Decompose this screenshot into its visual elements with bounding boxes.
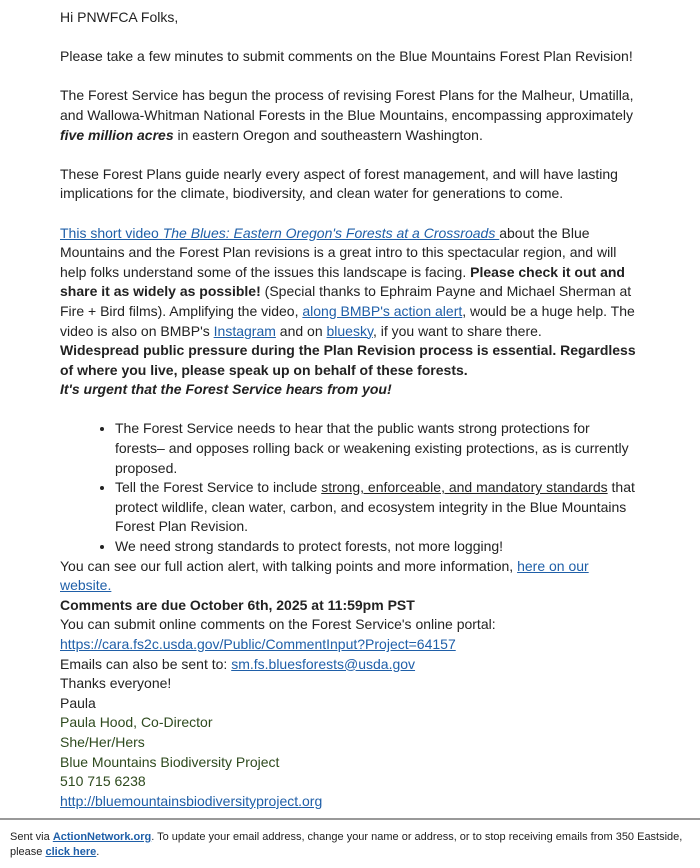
due-date: Comments are due October 6th, 2025 at 11:59pm PST: [60, 596, 415, 613]
text: . To update your email address, change your name or address, or to stop receiving emails from 350 Eastside, please: [10, 831, 683, 858]
signature-org: Blue Mountains Biodiversity Project: [60, 753, 280, 770]
forest-plans-paragraph: These Forest Plans guide nearly every aspect of forest management, and will have lasting implications for the climate, biodiversity, and clean water for generations to come.: [60, 165, 618, 202]
text: You can see our full action alert, with talking points and more information,: [60, 557, 518, 574]
email-body: [60, 8, 642, 811]
instagram-link[interactable]: Instagram: [213, 322, 276, 339]
text: .: [96, 846, 100, 858]
org-website-link[interactable]: http://bluemountainsbiodiversityproject.org: [60, 792, 323, 809]
video-title: The Blues: Eastern Oregon's Forests at a Crossroads: [162, 224, 500, 241]
intro-paragraph: Please take a few minutes to submit comments on the Blue Mountains Forest Plan Revision!: [60, 48, 633, 65]
text: in eastern Oregon and southeastern Washington.: [173, 126, 483, 143]
signature-phone: 510 715 6238: [60, 773, 146, 790]
thanks: Thanks everyone!: [60, 675, 172, 692]
bluesky-link[interactable]: bluesky: [326, 322, 373, 339]
text: (Special thanks to Ephraim Payne and Michael Sherman at Fire + Bird films). Amplifying the video,: [60, 283, 632, 319]
video-paragraph: [60, 224, 642, 400]
portal-link[interactable]: https://cara.fs2c.usda.gov/Public/CommentInput?Project=64157: [60, 636, 456, 652]
video-link[interactable]: [60, 225, 499, 241]
bullet-list: [60, 419, 642, 556]
list-item: [115, 478, 642, 537]
bold-text: Please check it out and share it as widely as possible!: [60, 263, 625, 300]
forest-service-paragraph: [60, 86, 642, 145]
text: , would be a huge help. The video is also on BMBP's: [60, 302, 635, 339]
greeting: Hi PNWFCA Folks,: [60, 9, 179, 25]
text: Sent via: [10, 831, 53, 843]
emphasis: five million acres: [60, 126, 174, 143]
email-line: [60, 655, 642, 675]
email-link[interactable]: sm.fs.bluesforests@usda.gov: [231, 655, 416, 672]
signature-name: Paula: [60, 694, 96, 711]
urgent-text: It's urgent that the Forest Service hears from you!: [60, 381, 392, 398]
signature-pronouns: She/Her/Hers: [60, 733, 145, 750]
list-item: • We need strong standards to protect forests, not more logging!: [115, 537, 642, 557]
action-alert-link[interactable]: along BMBP's action alert: [302, 302, 463, 319]
link-text: This short video: [60, 224, 163, 241]
text: Tell the Forest Service to include: [115, 479, 322, 496]
bold-text: Widespread public pressure during the Plan Revision process is essential. Regardless of where you live, please speak up on behalf of these forests.: [60, 342, 636, 378]
underlined-text: strong, enforceable, and mandatory standards: [321, 479, 608, 496]
text: , if you want to share there.: [372, 322, 542, 339]
actionnetwork-link[interactable]: ActionNetwork.org: [52, 831, 152, 843]
text: The Forest Service has begun the process of revising Forest Plans for the Malheur, Umatilla, and Wallowa-Whitman National Forests in the Blue Mountains, encompassing approximately: [60, 87, 634, 123]
portal-line: [60, 615, 642, 654]
text: Emails can also be sent to:: [60, 655, 232, 672]
action-alert-line: [60, 557, 642, 596]
unsubscribe-link[interactable]: click here: [45, 846, 97, 858]
footer: [0, 818, 700, 860]
signature-full-name: Paula Hood, Co-Director: [60, 714, 213, 731]
text: and on: [275, 322, 327, 339]
list-item: • The Forest Service needs to hear that the public wants strong protections for forests– and opposes rolling back or weakening existing protections, as is currently proposed.: [115, 419, 642, 478]
text: that protect wildlife, clean water, carbon, and ecosystem integrity in the Blue Mountains Forest Plan Revision.: [115, 479, 635, 535]
text: about the Blue Mountains and the Forest Plan revisions is a great intro to this spectacular region, and will help folks understand some of the issues this landscape is facing.: [60, 224, 617, 280]
text: You can submit online comments on the Forest Service's online portal:: [60, 616, 496, 633]
website-link[interactable]: here on our website.: [60, 557, 589, 594]
